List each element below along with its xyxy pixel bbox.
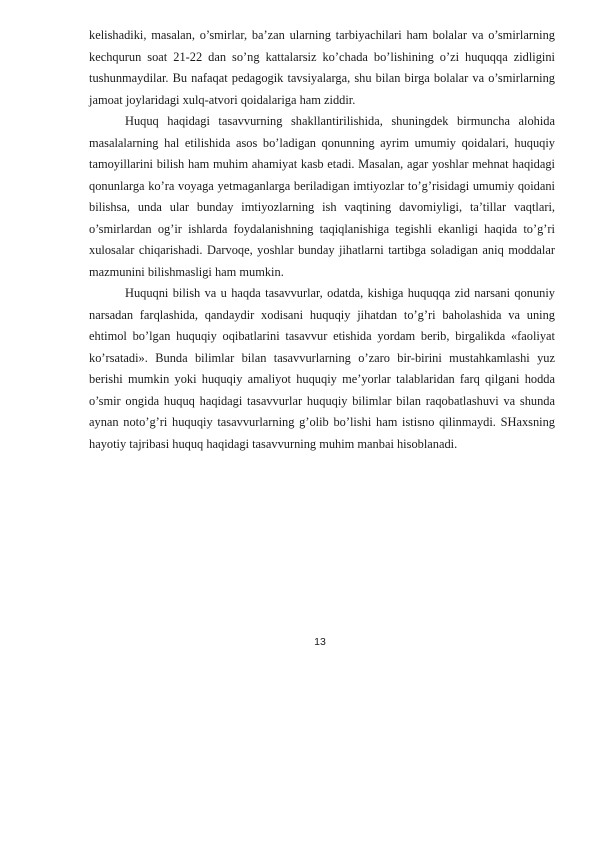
paragraph-legal-concepts: Huquq haqidagi tasavvurning shakllantirilishida, shuningdek birmuncha alohida masalalarning hal etilishida asos bo’ladigan qonunning ayrim umumiy qoidalari, huquqiy tamoyillarini bilish ham muhim ahamiyat kasb etadi. Masalan, agar yoshlar mehnat haqidagi qonunlarga ko’ra voyaga yetmaganlarga beriladigan imtiyozlar to’g’risidagi umumiy qoidani bilishsa, unda ular bunday imtiyozlarning ish vaqtining davomiyligi, ta’tillar vaqtlari, o’smirlardan og’ir ishlarda foydalanishning taqiqlanishiga tegishli ekanligi haqida to’g’ri xulosalar chiqarishadi. Darvoqe, yoshlar bunday jihatlarni tartibga soladigan aniq moddalar mazmunini bilishmasligi ham mumkin. [89,114,555,279]
paragraph-legal-knowledge: Huquqni bilish va u haqda tasavvurlar, odatda, kishiga huquqqa zid narsani qonuniy narsadan farqlashida, qandaydir xodisani huquqiy jihatdan to’g’ri baholashida va uning ehtimol bo’lgan huquqiy oqibatlarini tasavvur etishida yordam berib, birgalikda «faoliyat ko’rsatadi». Bunda bilimlar bilan tasavvurlarning o’zaro bir-birini mustahkamlashi yuz berishi mumkin yoki huquqiy amaliyot huquqiy me’yorlar talablaridan farq qilgani hodda o’smir ongida huquq haqidagi tasavvurlar huquqiy bilimlar bilan raqobatlashuvi va shunda aynan noto’g’ri huquqiy tasavvurlarning g’olib bo’lishi ham istisno qilinmaydi. SHaxsning hayotiy tajribasi huquq haqidagi tasavvurning muhim manbai hisoblanadi. [89,286,555,451]
paragraph-continuation: kelishadiki, masalan, o’smirlar, ba’zan ularning tarbiyachilari ham bolalar va o’smirlarning kechqurun soat 21-22 dan so’ng kattalarsiz ko’chada bo’lishining o’zi huquqqa zidligini tushunmaydilar. Bu nafaqat pedagogik tavsiyalarga, shu bilan birga bolalar va o’smirlarning jamoat joylaridagi xulq-atvori qoidalariga ham ziddir. [89,28,555,107]
page-number: 13 [314,636,326,648]
body-text [89,25,555,455]
